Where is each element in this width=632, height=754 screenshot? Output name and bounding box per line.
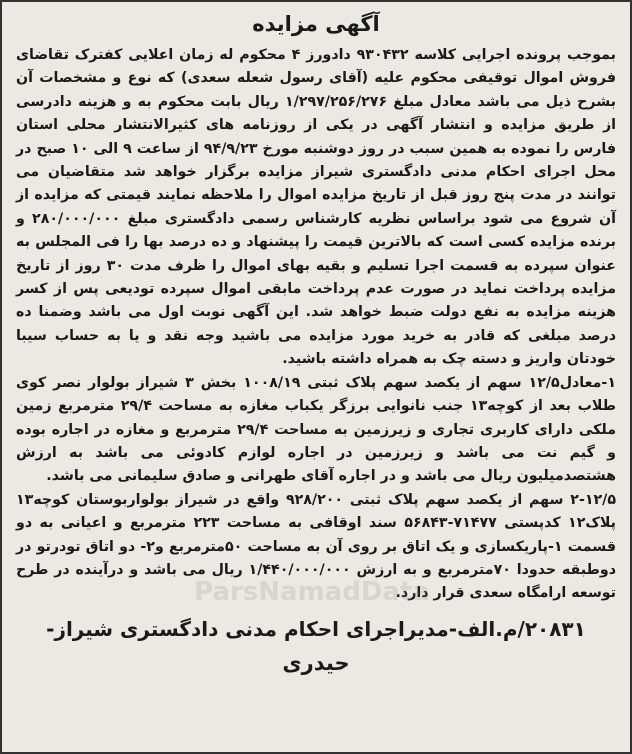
watermark: ParsNamadData: [194, 577, 430, 607]
signature-name: حیدری: [282, 650, 350, 675]
property-item-1: ۱-معادل۱۲/۵ سهم از یکصد سهم پلاک ثبتی ۱۰۰۸/۱۹ بخش ۳ شیراز بولوار نصر کوی طلاب بعد از کوچه۱۳ جنب نانوایی برزگر یکباب مغازه به مساحت ۲۹/۴ مترمربع زمین ملکی دارای کاربری تجاری و زیرزمین به مساحت ۲۹/۴ مترمربع و مغازه در اجاره بوده و گیم نت می باشد و زیرزمین در اجاره لوازم کادوئی می باشد به ارزش هشتصدمیلیون ریال می باشد و در اجاره آقای طهرانی و صادق سلیمانی می باشد.: [16, 374, 616, 485]
notice-signature: ۲۰۸۳۱/م.الف-مدیراجرای احکام مدنی دادگستری شیراز-: [46, 616, 586, 641]
property-item-2: ۲-۱۲/۵ سهم از یکصد سهم پلاک ثبتی ۹۲۸/۲۰۰ واقع در شیراز بولواربوستان کوچه۱۳ پلاک۱۲ کدپستی ۷۱۴۷۷-۵۶۸۴۳ سند اوقافی به مساحت ۲۲۳ مترمربع و اعیانی به دو قسمت ۱-پاریکسازی و یک اتاق بر روی آن به مساحت ۵۰مترمربع و۲- دو اتاق تودرتو در دوطبقه حدودا ۷۰مترمربع و به ارزش ۱/۴۴۰/۰۰۰/۰۰۰ ریال می باشد و درآینده در طرح توسعه ارامگاه سعدی قرار دارد.: [16, 491, 617, 602]
notice-body: بموجب پرونده اجرایی کلاسه ۹۳۰۴۳۲ دادورز ۴ محکوم له زمان اعلایی کفترک تقاضای فروش اموال توقیفی محکوم علیه (آقای رسول شعله سعدی) که نوع و مشخصات آن بشرح ذیل می باشد معادل مبلغ ۱/۲۹۷/۲۵۶/۲۷۶ ریال بابت محکوم به و هزینه دادرسی از طریق مزایده و انتشار آگهی در یکی از روزنامه های کثیرالانتشار محلی استان فارس را نموده به همین سبب در روز دوشنبه مورخ ۹۴/۹/۲۳ از ساعت ۹ الی ۱۰ صبح در محل اجرای احکام مدنی دادگستری شیراز مزایده برگزار خواهد شد متقاضیان می توانند در مدت پنج روز قبل از تاریخ مزایده اموال را ملاحظه نمایند قیمتی که مزایده از آن شروع می شود براساس نظریه کارشناس رسمی دادگستری مبلغ ۲۸۰/۰۰۰/۰۰۰ و برنده مزایده کسی است که بالاترین قیمت را پیشنهاد و ده درصد بها را فی المجلس به عنوان سپرده به قسمت اجرا تسلیم و بقیه بهای اموال را ظرف مدت ۳۰ روز از تاریخ مزایده پرداخت نماید در صورت عدم پرداخت مابقی اموال سپرده تودیعی پس از کسر هزینه مزایده به نفع دولت ضبط خواهد شد. این آگهی نوبت اول می باشد وضمنا ده درصد مبلغی که قادر به خرید مورد مزایده می باشید وجه نقد و یا به حساب سیبا خودتان واریز و دسته چک به همراه داشته باشید.: [16, 47, 616, 368]
notice-title: آگهی مزایده: [252, 12, 380, 36]
